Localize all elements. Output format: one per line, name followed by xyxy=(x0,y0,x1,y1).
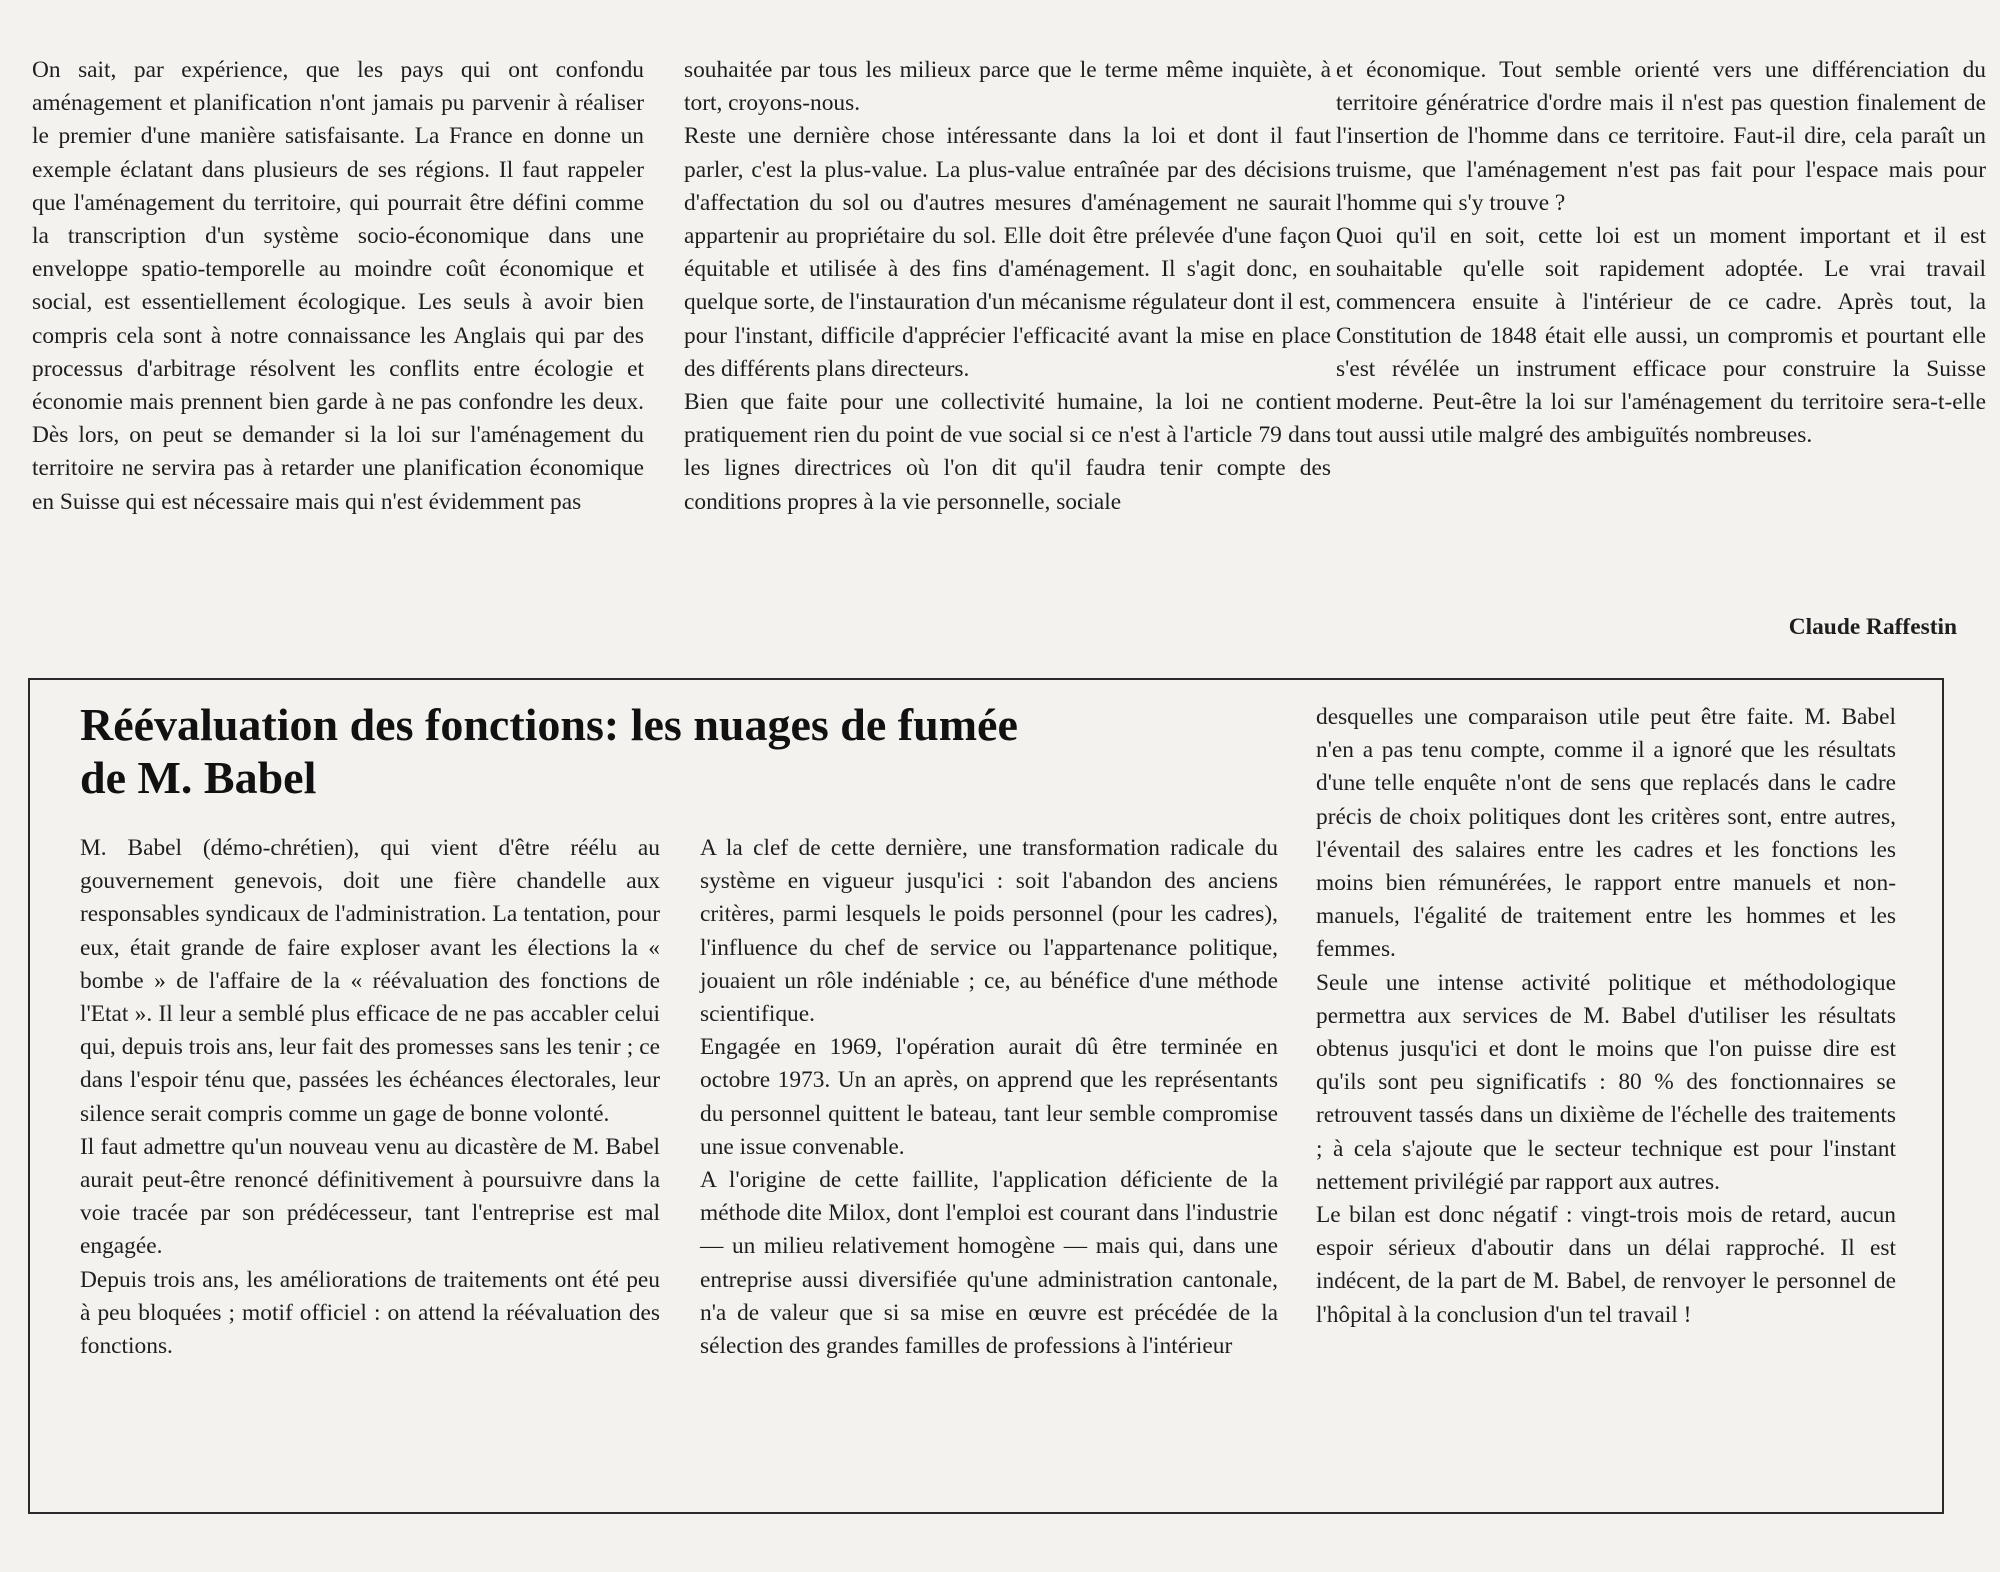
paragraph: A l'origine de cette faillite, l'application déficiente de la méthode dite Milox, dont l'emploi est courant dans l'industrie — un milieu relativement homogène — mais qui, dans une entreprise aussi diversifiée qu'une administration cantonale, n'a de valeur que si sa mise en œuvre est précédée de la sélection des grandes familles de professions à l'intérieur xyxy=(700,1167,1278,1360)
boxed-column-1 xyxy=(80,832,660,1363)
upper-article xyxy=(32,54,1986,654)
paragraph: desquelles une comparaison utile peut être faite. M. Babel n'en a pas tenu compte, comme il a ignoré que les résultats d'une telle enquête n'ont de sens que replacés dans le cadre précis de choix politiques dont les critères sont, entre autres, l'éventail des salaires entre les cadres et les fonctions les moins bien rémunérées, le rapport entre manuels et non-manuels, l'égalité de traitement entre les hommes et les femmes. xyxy=(1316,704,1896,963)
upper-column-3 xyxy=(1336,54,1986,452)
paragraph: On sait, par expérience, que les pays qui ont confondu aménagement et planification n'ont jamais pu parvenir à réaliser le premier d'une manière satisfaisante. La France en donne un exemple éclatant dans plusieurs de ses régions. Il faut rappeler que l'aménagement du territoire, qui pourrait être défini comme la transcription d'un système socio-économique dans une enveloppe spatio-temporelle au moindre coût économique et social, est essentiellement écologique. Les seuls à avoir bien compris cela sont à notre connaissance les Anglais qui par des processus d'arbitrage résolvent les conflits entre écologie et économie mais prennent bien garde à ne pas confondre les deux. Dès lors, on peut se demander si la loi sur l'aménagement du territoire ne servira pas à retarder une planification économique en Suisse qui est nécessaire mais qui n'est évidemment pas xyxy=(32,57,644,515)
paragraph: et économique. Tout semble orienté vers une différenciation du territoire génératrice d'ordre mais il n'est pas question finalement de l'insertion de l'homme dans ce territoire. Faut-il dire, cela paraît un truisme, que l'aménagement n'est pas fait pour l'espace mais pour l'homme qui s'y trouve ? xyxy=(1336,57,1986,216)
paragraph: Il faut admettre qu'un nouveau venu au dicastère de M. Babel aurait peut-être renoncé définitivement à poursuivre dans la voie tracée par son prédécesseur, tant l'entreprise est mal engagée. xyxy=(80,1133,660,1260)
upper-column-1 xyxy=(32,54,644,519)
boxed-column-3 xyxy=(1316,701,1896,1332)
paragraph: Depuis trois ans, les améliorations de traitements ont été peu à peu bloquées ; motif officiel : on attend la réévaluation des fonctions. xyxy=(80,1266,660,1360)
headline-line-1: Réévaluation des fonctions: les nuages de fumée xyxy=(80,699,1018,750)
boxed-column-2 xyxy=(700,832,1278,1363)
boxed-article xyxy=(28,678,1944,1514)
paragraph: A la clef de cette dernière, une transformation radicale du système en vigueur jusqu'ici : soit l'abandon des anciens critères, parmi lesquels le poids personnel (pour les cadres), l'influence du chef de service ou l'appartenance politique, jouaient un rôle indéniable ; ce, au bénéfice d'une méthode scientifique. xyxy=(700,835,1278,1028)
paragraph: Reste une dernière chose intéressante dans la loi et dont il faut parler, c'est la plus-value. La plus-value entraînée par des décisions d'affectation du sol ou d'autres mesures d'aménagement ne saurait appartenir au propriétaire du sol. Elle doit être prélevée d'une façon équitable et utilisée à des fins d'aménagement. Il s'agit donc, en quelque sorte, de l'instauration d'un mécanisme régulateur dont il est, pour l'instant, difficile d'apprécier l'efficacité avant la mise en place des différents plans directeurs. xyxy=(684,123,1331,382)
headline-line-2: de M. Babel xyxy=(80,752,317,803)
paragraph: M. Babel (démo-chrétien), qui vient d'être réélu au gouvernement genevois, doit une fière chandelle aux responsables syndicaux de l'administration. La tentation, pour eux, était grande de faire exploser avant les élections la « bombe » de l'affaire de la « réévaluation des fonctions de l'Etat ». Il leur a semblé plus efficace de ne pas accabler celui qui, depuis trois ans, leur fait des promesses sans les tenir ; ce dans l'espoir ténu que, passées les échéances électorales, leur silence serait compris comme un gage de bonne volonté. xyxy=(80,835,660,1127)
paragraph: Le bilan est donc négatif : vingt-trois mois de retard, aucun espoir sérieux d'aboutir dans un délai rapproché. Il est indécent, de la part de M. Babel, de renvoyer le personnel de l'hôpital à la conclusion d'un tel travail ! xyxy=(1316,1202,1896,1328)
paragraph: Engagée en 1969, l'opération aurait dû être terminée en octobre 1973. Un an après, on apprend que les représentants du personnel quittent le bateau, tant leur semble compromise une issue convenable. xyxy=(700,1034,1278,1160)
paragraph: Quoi qu'il en soit, cette loi est un moment important et il est souhaitable qu'elle soit rapidement adoptée. Le vrai travail commencera ensuite à l'intérieur de ce cadre. Après tout, la Constitution de 1848 était elle aussi, un compromis et pourtant elle s'est révélée un instrument efficace pour construire la Suisse moderne. Peut-être la loi sur l'aménagement du territoire sera-t-elle tout aussi utile malgré des ambiguïtés nombreuses. xyxy=(1336,223,1986,449)
upper-column-2 xyxy=(684,54,1331,519)
author-signature: Claude Raffestin xyxy=(1788,614,1957,640)
paragraph: Bien que faite pour une collectivité humaine, la loi ne contient pratiquement rien du point de vue social si ce n'est à l'article 79 dans les lignes directrices où l'on dit qu'il faudra tenir compte des conditions propres à la vie personnelle, sociale xyxy=(684,389,1331,515)
paragraph: Seule une intense activité politique et méthodologique permettra aux services de M. Babel d'utiliser les résultats obtenus jusqu'ici et dont le moins que l'on puisse dire est qu'ils sont peu significatifs : 80 % des fonctionnaires se retrouvent tassés dans un dixième de l'échelle des traitements ; à cela s'ajoute que le secteur technique est pour l'instant nettement privilégié par rapport aux autres. xyxy=(1316,969,1896,1195)
paragraph: souhaitée par tous les milieux parce que le terme même inquiète, à tort, croyons-nous. xyxy=(684,57,1331,117)
article-headline xyxy=(80,698,1280,804)
